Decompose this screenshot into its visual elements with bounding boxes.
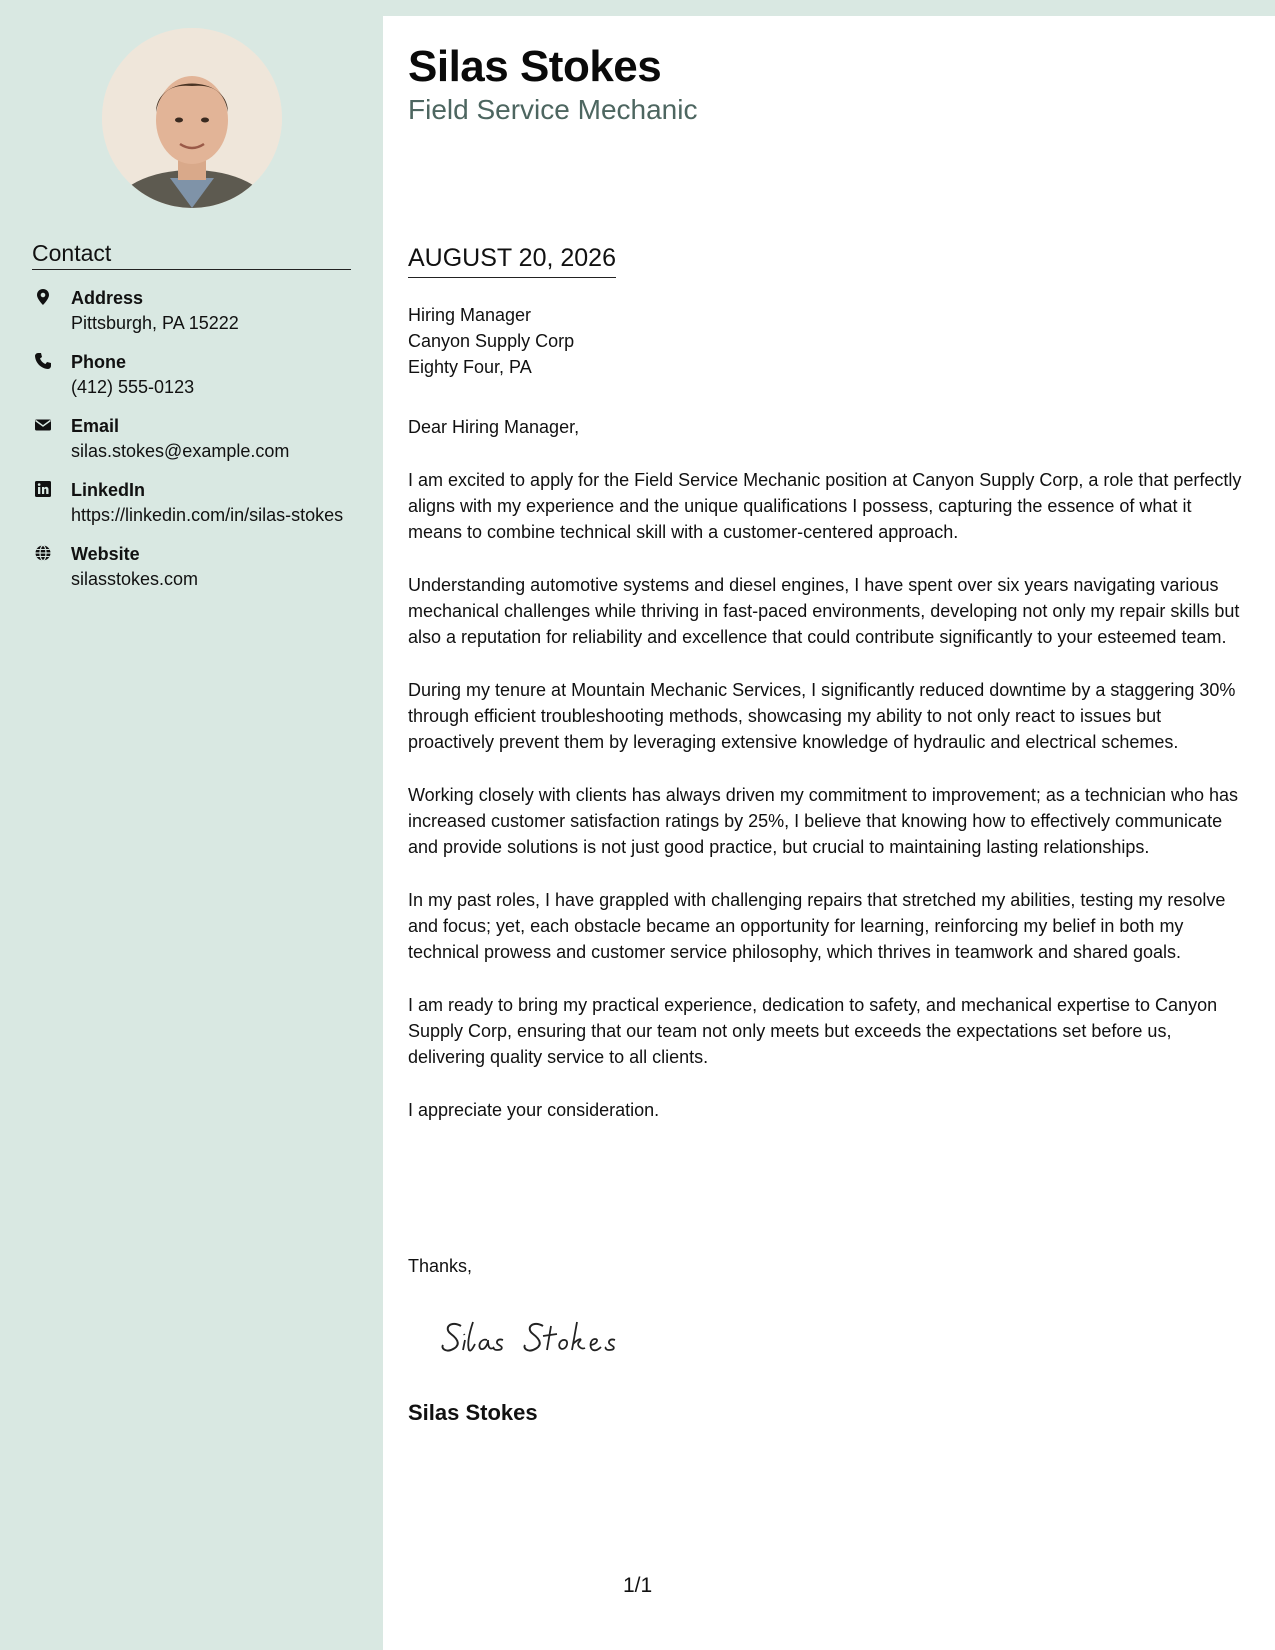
address-value: Pittsburgh, PA 15222 <box>71 313 239 333</box>
linkedin-icon <box>34 480 52 498</box>
contact-label: Website <box>71 544 140 564</box>
contact-label: Email <box>71 416 120 436</box>
applicant-role: Field Service Mechanic <box>408 94 698 125</box>
body-paragraph: Understanding automotive systems and diesel engines, I have spent over six years navigating various mechanical challenges while thriving in fast-paced environments, developing not only my repair skills but also a reputation for reliability and excellence that could contribute significantly to your esteemed team. <box>408 575 1240 647</box>
body-paragraph: In my past roles, I have grappled with challenging repairs that stretched my abilities, testing my resolve and focus; yet, each obstacle became an opportunity for learning, reinforcing my belief in both my technical prowess and customer service philosophy, which thrives in teamwork and shared goals. <box>408 890 1226 962</box>
globe-icon <box>34 544 52 562</box>
envelope-icon <box>34 416 52 434</box>
website-value[interactable]: silasstokes.com <box>71 569 199 589</box>
email-value[interactable]: silas.stokes@example.com <box>71 441 290 461</box>
map-pin-icon <box>34 288 52 306</box>
recipient-line: Canyon Supply Corp <box>408 331 575 351</box>
contact-item-email <box>32 414 351 463</box>
letter-date: AUGUST 20, 2026 <box>408 244 616 278</box>
letter-body <box>408 414 1246 1150</box>
contact-item-website <box>32 542 351 591</box>
closing: Thanks, <box>408 1256 473 1276</box>
body-paragraph: I am excited to apply for the Field Service Mechanic position at Canyon Supply Corp, a role that perfectly aligns with my experience and the unique qualifications I possess, capturing the essence of what it means to combine technical skill with a customer-centered approach. <box>408 470 1242 542</box>
contact-item-address <box>32 286 351 335</box>
body-paragraph: During my tenure at Mountain Mechanic Services, I significantly reduced downtime by a staggering 30% through efficient troubleshooting methods, showcasing my ability to not only react to issues but proactively prevent them by leveraging extensive knowledge of hydraulic and electrical schemes. <box>408 680 1236 752</box>
salutation: Dear Hiring Manager, <box>408 417 580 437</box>
contact-list <box>32 286 351 606</box>
page-number: 1/1 <box>623 1574 653 1597</box>
contact-label: Phone <box>71 352 127 372</box>
contact-item-linkedin <box>32 478 351 527</box>
avatar <box>102 28 282 208</box>
applicant-name: Silas Stokes <box>408 42 662 91</box>
letter-main <box>383 16 1275 1650</box>
body-paragraph: Working closely with clients has always driven my commitment to improvement; as a technician who has increased customer satisfaction ratings by 25%, I believe that knowing how to effectively communicate and provide solutions is not just good practice, but crucial to maintaining lasting relationships. <box>408 785 1238 857</box>
signature <box>439 1312 639 1367</box>
phone-value[interactable]: (412) 555-0123 <box>71 377 195 397</box>
contact-heading: Contact <box>32 240 351 270</box>
contact-item-phone <box>32 350 351 399</box>
linkedin-value[interactable]: https://linkedin.com/in/silas-stokes <box>71 505 344 525</box>
contact-label: LinkedIn <box>71 480 146 500</box>
body-paragraph: I appreciate your consideration. <box>408 1100 660 1120</box>
recipient-block <box>408 302 574 380</box>
body-paragraph: I am ready to bring my practical experience, dedication to safety, and mechanical expertise to Canyon Supply Corp, ensuring that our team not only meets but exceeds the expectations set before us, delivering quality service to all clients. <box>408 995 1218 1067</box>
sidebar <box>0 0 383 1650</box>
recipient-line: Hiring Manager <box>408 305 532 325</box>
recipient-line: Eighty Four, PA <box>408 357 532 377</box>
signer-name: Silas Stokes <box>408 1400 538 1425</box>
phone-icon <box>34 352 52 370</box>
contact-label: Address <box>71 288 144 308</box>
